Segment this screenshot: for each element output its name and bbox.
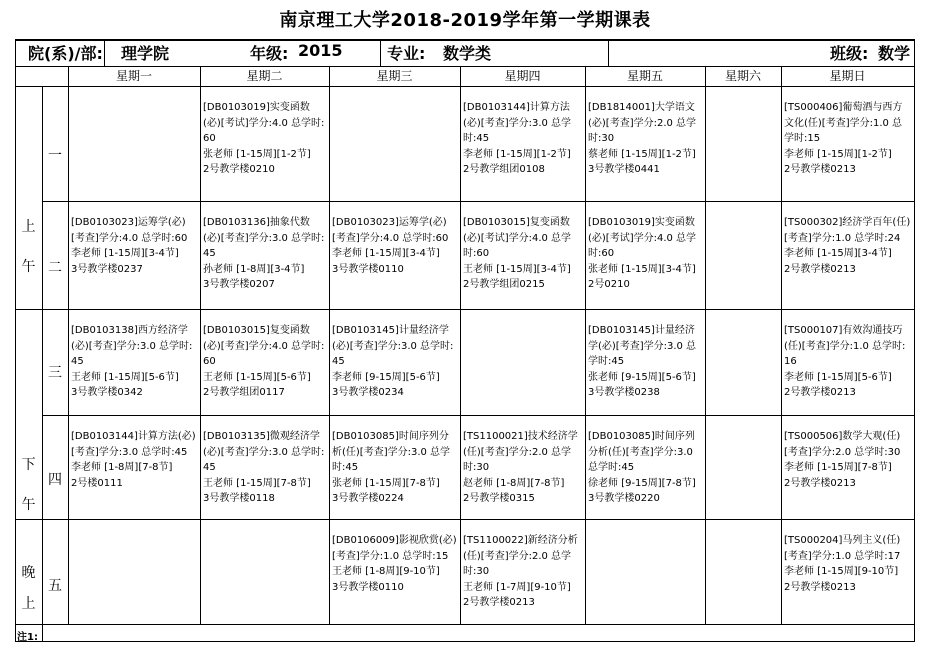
course-info: [DB0103085]时间序列分析(任)[考查]学分:3.0 总学时:45	[332, 431, 451, 473]
grid-line	[42, 415, 915, 416]
course-room: 2号教学楼0213	[784, 164, 856, 175]
grid-line	[914, 39, 915, 642]
course-cell	[71, 323, 197, 413]
course-room: 2号教学组团0108	[463, 164, 545, 175]
dept-value: 理学院	[121, 44, 170, 63]
course-info: [TS1100021]技术经济学(任)[考查]学分:2.0 总学时:30	[463, 431, 578, 473]
course-cell	[332, 215, 457, 307]
day-header-wed: 星期三	[376, 69, 413, 83]
course-cell	[588, 429, 702, 517]
course-teacher-time: 张老师 [1-15周][1-2节]	[203, 148, 311, 160]
course-room: 2号教学楼0213	[784, 387, 856, 398]
course-room: 3号教学楼0238	[588, 387, 660, 398]
grid-line	[42, 624, 43, 641]
grid-line	[585, 66, 586, 624]
course-cell	[332, 533, 457, 622]
grid-line	[104, 39, 105, 66]
course-teacher-time: 徐老师 [9-15周][7-8节]	[588, 477, 696, 489]
course-room: 3号教学楼0220	[588, 493, 660, 504]
block-label-am-2: 午	[21, 259, 36, 275]
course-info: [DB0103135]微观经济学(必)[考查]学分:3.0 总学时:45	[203, 431, 325, 473]
course-info: [DB0103145]计量经济学(必)[考查]学分:3.0 总学时:45	[332, 325, 454, 367]
course-info: [DB0103144]计算方法(必)[考查]学分:3.0 总学时:45	[463, 102, 572, 144]
course-info: [DB0103019]实变函数(必)[考试]学分:4.0 总学时:60	[203, 102, 325, 144]
course-cell	[332, 323, 457, 413]
day-header-sat: 星期六	[724, 69, 761, 83]
grid-line	[608, 39, 609, 66]
course-info: [DB0103023]运筹学(必)[考查]学分:4.0 总学时:60	[71, 217, 188, 244]
course-info: [DB1814001]大学语文(必)[考查]学分:2.0 总学时:30	[588, 102, 697, 144]
course-room: 3号教学楼0237	[71, 263, 143, 275]
course-info: [DB0103144]计算方法(必)[考查]学分:3.0 总学时:45	[71, 431, 196, 458]
period-label-1: 一	[48, 148, 62, 164]
course-room: 3号教学楼0441	[588, 164, 660, 175]
course-teacher-time: 蔡老师 [1-15周][1-2节]	[588, 148, 696, 160]
period-label-3: 三	[48, 365, 62, 381]
course-teacher-time: 王老师 [1-8周][9-10节]	[332, 566, 440, 577]
course-teacher-time: 李老师 [1-15周][1-2节]	[784, 148, 892, 160]
course-info: [DB0106009]影视欣赏(必)[考查]学分:1.0 总学时:15	[332, 535, 457, 562]
block-label-am-1: 上	[21, 219, 36, 235]
course-room: 2号教学组团0117	[203, 387, 285, 398]
period-label-2: 二	[48, 260, 62, 276]
course-teacher-time: 李老师 [1-15周][3-4节]	[784, 248, 892, 259]
course-cell	[203, 429, 326, 517]
course-cell	[784, 215, 911, 307]
course-cell	[463, 100, 582, 199]
grid-line	[15, 624, 915, 625]
course-teacher-time: 李老师 [1-8周][7-8节]	[71, 462, 173, 473]
note-label: 注1:	[17, 632, 38, 643]
course-cell	[203, 100, 326, 199]
course-teacher-time: 王老师 [1-15周][5-6节]	[203, 371, 311, 383]
course-teacher-time: 李老师 [9-15周][5-6节]	[332, 371, 440, 383]
course-teacher-time: 王老师 [1-15周][5-6节]	[71, 371, 179, 383]
course-room: 3号教学楼0207	[203, 279, 275, 290]
major-value: 数学类	[443, 44, 492, 63]
course-room: 2号教学楼0315	[463, 493, 535, 504]
page-title: 南京理工大学2018-2019学年第一学期课表	[279, 10, 651, 31]
course-info: [DB0103015]复变函数(必)[考查]学分:4.0 总学时:60	[203, 325, 325, 367]
course-info: [TS000506]数学大观(任)[考查]学分:2.0 总学时:30	[784, 431, 901, 458]
period-label-5: 五	[48, 578, 62, 594]
course-cell	[463, 215, 582, 307]
grid-line	[15, 309, 915, 310]
grade-label: 年级:	[250, 44, 289, 63]
course-cell	[784, 533, 911, 622]
grid-line	[15, 641, 915, 642]
block-label-eve-1: 晚	[21, 565, 36, 581]
course-info: [DB0103085]时间序列分析(任)[考查]学分:3.0 总学时:45	[588, 431, 695, 473]
course-cell	[784, 100, 911, 199]
course-room: 3号教学楼0234	[332, 387, 404, 398]
course-teacher-time: 李老师 [1-15周][3-4节]	[71, 248, 179, 259]
course-room: 2号0210	[588, 279, 630, 290]
course-cell	[71, 429, 197, 517]
grid-line	[380, 39, 381, 66]
class-label: 班级:	[830, 44, 869, 63]
course-cell	[588, 215, 702, 307]
course-cell	[588, 100, 702, 199]
course-teacher-time: 张老师 [9-15周][5-6节]	[588, 371, 696, 383]
course-room: 3号教学楼0110	[332, 263, 404, 275]
grid-line	[329, 66, 330, 624]
course-room: 2号教学楼0210	[203, 164, 275, 175]
course-cell	[463, 533, 582, 622]
course-room: 2号教学组团0215	[463, 279, 545, 290]
day-header-sun: 星期日	[829, 69, 866, 83]
course-cell	[332, 429, 457, 517]
grid-line	[781, 66, 782, 624]
course-teacher-time: 李老师 [1-15周][9-10节]	[784, 566, 899, 577]
course-info: [TS000107]有效沟通技巧(任)[考查]学分:1.0 总学时:16	[784, 325, 906, 367]
course-teacher-time: 赵老师 [1-8周][7-8节]	[463, 477, 565, 489]
major-label: 专业:	[387, 44, 426, 63]
grid-line	[68, 66, 69, 624]
course-info: [DB0103138]西方经济学(必)[考查]学分:3.0 总学时:45	[71, 325, 193, 367]
course-room: 2号教学楼0213	[784, 263, 856, 275]
course-cell	[588, 323, 702, 413]
course-cell	[203, 215, 326, 307]
course-teacher-time: 李老师 [1-15周][1-2节]	[463, 148, 571, 160]
day-header-fri: 星期五	[626, 69, 663, 83]
grid-line	[15, 519, 915, 520]
grid-line	[460, 66, 461, 624]
grade-value: 2015	[298, 41, 343, 60]
period-label-4: 四	[48, 472, 62, 488]
course-info: [DB0103136]抽象代数(必)[考查]学分:3.0 总学时:45	[203, 217, 325, 259]
grid-line	[200, 66, 201, 624]
course-cell	[784, 323, 911, 413]
course-info: [DB0103015]复变函数(必)[考试]学分:4.0 总学时:60	[463, 217, 572, 259]
course-info: [TS1100022]新经济分析(任)[考查]学分:2.0 总学时:30	[463, 535, 578, 577]
course-teacher-time: 李老师 [1-15周][3-4节]	[332, 248, 440, 259]
course-room: 3号教学楼0342	[71, 387, 143, 398]
day-header-tue: 星期二	[246, 69, 283, 83]
course-info: [TS000204]马列主义(任)[考查]学分:1.0 总学时:17	[784, 535, 901, 562]
block-label-pm-1: 下	[21, 457, 36, 473]
course-room: 2号教学楼0213	[784, 581, 856, 593]
course-teacher-time: 孙老师 [1-8周][3-4节]	[203, 263, 305, 275]
course-info: [DB0103019]实变函数(必)[考试]学分:4.0 总学时:60	[588, 217, 697, 259]
course-cell	[784, 429, 911, 517]
course-cell	[463, 429, 582, 517]
grid-line	[15, 39, 16, 642]
class-value: 数学	[878, 44, 911, 63]
course-teacher-time: 王老师 [1-7周][9-10节]	[463, 581, 571, 593]
course-info: [DB0103023]运筹学(必)[考查]学分:4.0 总学时:60	[332, 217, 449, 244]
block-label-eve-2: 上	[21, 596, 36, 612]
course-cell	[203, 323, 326, 413]
grid-line	[42, 86, 43, 624]
grid-line	[705, 66, 706, 624]
course-room: 3号教学楼0224	[332, 493, 404, 504]
day-header-mon: 星期一	[115, 69, 152, 83]
course-teacher-time: 王老师 [1-15周][3-4节]	[463, 263, 571, 275]
course-room: 3号教学楼0110	[332, 581, 404, 593]
block-label-pm-2: 午	[21, 497, 36, 513]
course-teacher-time: 张老师 [1-15周][7-8节]	[332, 477, 440, 489]
course-info: [TS000302]经济学百年(任)[考查]学分:1.0 总学时:24	[784, 217, 911, 244]
day-header-thu: 星期四	[504, 69, 541, 83]
course-teacher-time: 王老师 [1-15周][7-8节]	[203, 477, 311, 489]
course-cell	[71, 215, 197, 307]
course-info: [TS000406]葡萄酒与西方文化(任)[考查]学分:1.0 总学时:15	[784, 102, 903, 144]
grid-line	[42, 201, 915, 202]
grid-line	[15, 86, 915, 87]
course-room: 2号楼0111	[71, 477, 123, 489]
course-room: 3号教学楼0118	[203, 493, 275, 504]
course-teacher-time: 张老师 [1-15周][3-4节]	[588, 263, 696, 275]
dept-label: 院(系)/部:	[28, 44, 103, 63]
course-teacher-time: 李老师 [1-15周][7-8节]	[784, 462, 892, 473]
course-room: 2号教学楼0213	[463, 597, 535, 608]
course-teacher-time: 李老师 [1-15周][5-6节]	[784, 371, 892, 383]
course-info: [DB0103145]计量经济学(必)[考查]学分:3.0 总学时:45	[588, 325, 697, 367]
course-room: 2号教学楼0213	[784, 477, 856, 489]
